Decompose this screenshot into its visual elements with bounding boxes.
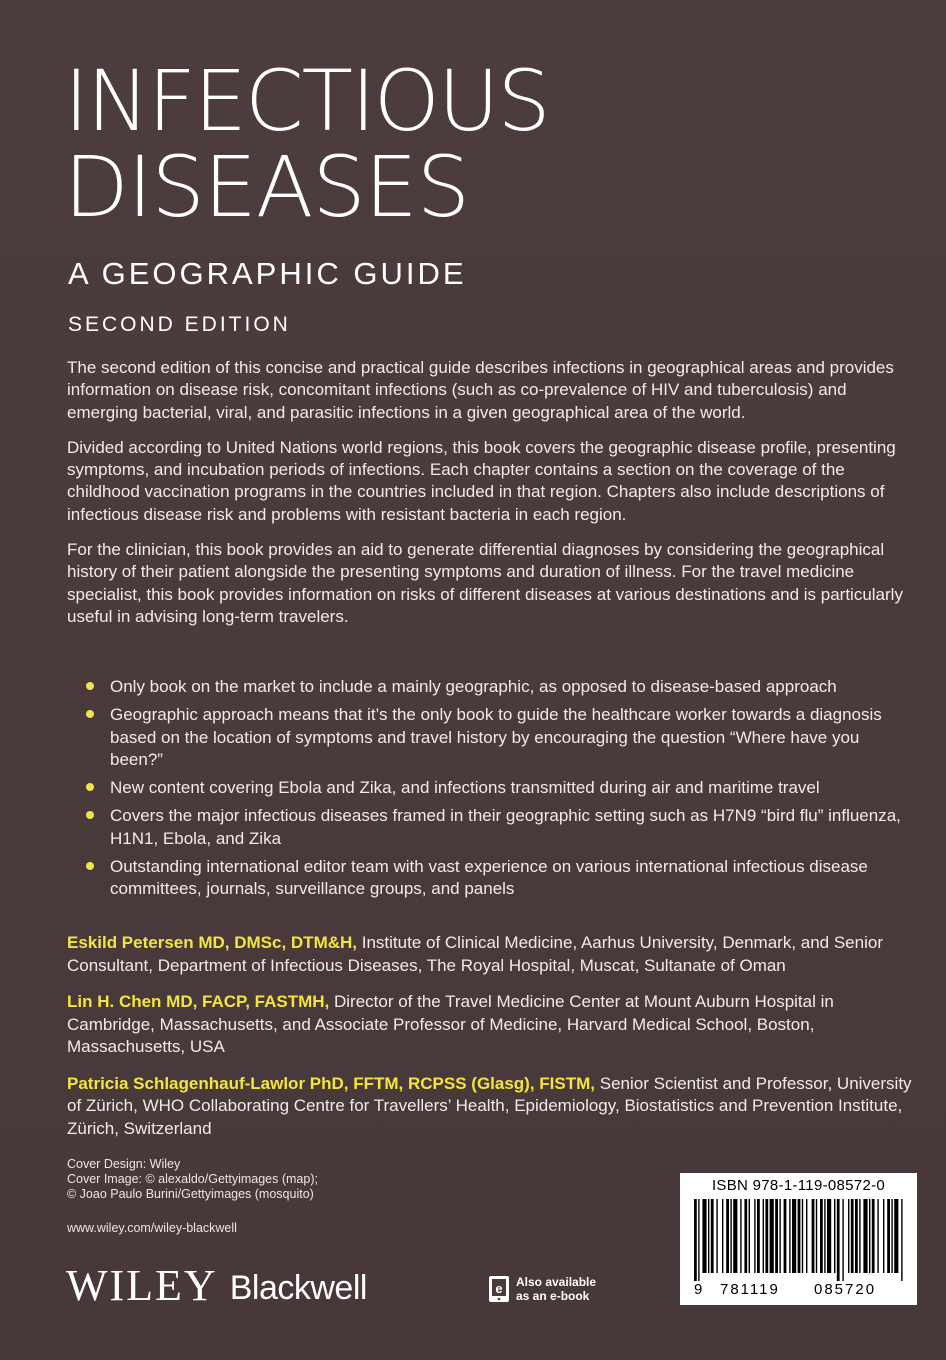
- feature-list: [86, 676, 916, 907]
- barcode-bar: [837, 1199, 840, 1281]
- barcode-bar: [887, 1199, 890, 1273]
- barcode-bar: [894, 1199, 898, 1273]
- editor-entry: [67, 991, 917, 1059]
- barcode-digits-right: 085720: [814, 1281, 877, 1298]
- editor-entry: [67, 1073, 917, 1141]
- barcode-bar: [816, 1199, 817, 1273]
- wiley-wordmark: WILEY: [66, 1261, 218, 1310]
- barcode-bar: [855, 1199, 858, 1273]
- barcode-bar: [744, 1199, 747, 1273]
- barcode-bar: [901, 1199, 902, 1281]
- barcode-bar: [722, 1199, 723, 1273]
- ebook-text: as an e-book: [516, 1289, 590, 1303]
- publisher-website[interactable]: www.wiley.com/wiley-blackwell: [67, 1221, 237, 1235]
- barcode-bar: [730, 1199, 731, 1273]
- barcode-bar: [694, 1199, 697, 1281]
- credit-line: Cover Image: © alexaldo/Gettyimages (map);: [67, 1172, 318, 1186]
- barcode-bar: [779, 1199, 780, 1273]
- barcode-bar: [749, 1199, 750, 1273]
- editor-name: Eskild Petersen MD, DMSc, DTM&H,: [67, 933, 358, 952]
- ebook-icon: [488, 1275, 510, 1303]
- barcode-bar: [848, 1199, 849, 1273]
- credit-line: © Joao Paulo Burini/Gettyimages (mosquito): [67, 1187, 314, 1201]
- barcode-bar: [872, 1199, 875, 1273]
- book-subtitle: A GEOGRAPHIC GUIDE: [68, 256, 467, 291]
- ebook-badge: [488, 1275, 596, 1303]
- bullet-icon: [86, 811, 94, 819]
- feature-item: New content covering Ebola and Zika, and infections transmitted during air and maritime travel: [86, 777, 916, 799]
- barcode-bar: [827, 1199, 831, 1273]
- description: [67, 357, 912, 641]
- barcode-digits-left: 781119: [720, 1281, 780, 1298]
- barcode-bar: [789, 1199, 790, 1273]
- barcode-bar: [812, 1199, 815, 1273]
- cover-credits: [67, 1157, 318, 1202]
- feature-item: Geographic approach means that it’s the only book to guide the healthcare worker towards a diagnosis based on the location of symptoms and travel history by encouraging the question “Where have you been?”: [86, 704, 916, 771]
- barcode-bar: [820, 1199, 823, 1273]
- edition-label: SECOND EDITION: [68, 313, 291, 336]
- barcode-bar: [792, 1199, 796, 1273]
- bullet-icon: [86, 862, 94, 870]
- editor-bio: Senior Scientist and Professor, University of Zürich, WHO Collaborating Centre for Travellers’ Health, Epidemiology, Biostatistics and Prevention Institute, Zürich, Switzerland: [67, 1073, 912, 1138]
- barcode-bars: [690, 1199, 907, 1281]
- barcode-bar: [842, 1199, 843, 1281]
- barcode-digit-first: 9: [694, 1281, 703, 1298]
- description-paragraph: Divided according to United Nations world regions, this book covers the geographic disease profile, presenting symptoms, and incubation periods of infections. Each chapter contains a section on the coverage of the childhood vaccination programs in the countries included in that region. Chapters also include descriptions of infectious disease risk and problems with resistant bacteria in each region.: [67, 437, 896, 524]
- editors-section: [67, 932, 917, 1154]
- publisher-logo: [66, 1261, 367, 1310]
- credit-line: Cover Design: Wiley: [67, 1157, 181, 1171]
- barcode-bar: [733, 1199, 737, 1273]
- barcode-bar: [869, 1199, 870, 1273]
- feature-item: Covers the major infectious diseases framed in their geographic setting such as H7N9 “bird flu” influenza, H1N1, Ebola, and Zika: [86, 805, 916, 850]
- barcode-bar: [798, 1199, 801, 1273]
- barcode-bar: [877, 1199, 878, 1273]
- barcode-bar: [851, 1199, 854, 1273]
- barcode-bar: [757, 1199, 760, 1273]
- blackwell-wordmark: Blackwell: [229, 1269, 367, 1307]
- feature-item: Outstanding international editor team with vast experience on various international infectious disease committees, journals, surveillance groups, and panels: [86, 856, 916, 901]
- editor-name: Lin H. Chen MD, FACP, FASTMH,: [67, 992, 330, 1011]
- barcode-bar: [770, 1199, 774, 1273]
- barcode-bar: [740, 1199, 741, 1273]
- title-line-2: DISEASES: [64, 138, 470, 236]
- barcode-bar: [859, 1199, 860, 1273]
- barcode-bar: [784, 1199, 787, 1273]
- barcode-bar: [824, 1199, 825, 1273]
- barcode-bar: [806, 1199, 807, 1273]
- barcode-bar: [775, 1199, 778, 1273]
- description-paragraph: For the clinician, this book provides an aid to generate differential diagnoses by considering the geographical history of their patient alongside the presenting symptoms and duration of illness. For the travel medicine specialist, this book provides information on risks of different diseases at various destinations and is particularly useful in advising long-term travelers.: [67, 540, 903, 626]
- barcode-bar: [702, 1199, 706, 1273]
- feature-item: Only book on the market to include a mainly geographic, as opposed to disease-based approach: [86, 676, 916, 698]
- editor-bio: Institute of Clinical Medicine, Aarhus University, Denmark, and Senior Consultant, Department of Infectious Diseases, The Royal Hospital, Muscat, Sultanate of Oman: [67, 933, 883, 975]
- editor-bio: Director of the Travel Medicine Center at Mount Auburn Hospital in Cambridge, Massachusetts, and Associate Professor of Medicine, Harvard Medical School, Boston, Massachusetts, USA: [67, 992, 834, 1056]
- barcode: [680, 1173, 917, 1305]
- isbn-number: ISBN 978-1-119-08572-0: [711, 1177, 886, 1194]
- barcode-bar: [802, 1199, 803, 1273]
- bullet-icon: [86, 783, 94, 791]
- title-line-1: INFECTIOUS: [64, 52, 549, 150]
- book-title: [64, 52, 549, 236]
- barcode-bar: [765, 1199, 768, 1273]
- barcode-bar: [754, 1199, 755, 1273]
- barcode-bar: [698, 1199, 699, 1281]
- svg-text:e: e: [495, 1281, 503, 1296]
- ebook-text: Also available: [516, 1275, 597, 1289]
- bullet-icon: [86, 710, 94, 718]
- barcode-bar: [834, 1199, 835, 1273]
- barcode-bar: [726, 1199, 729, 1273]
- editor-name: Patricia Schlagenhauf-Lawlor PhD, FFTM, RCPSS (Glasg), FISTM,: [67, 1073, 596, 1093]
- barcode-bar: [763, 1199, 764, 1273]
- bullet-icon: [86, 682, 94, 690]
- description-paragraph: The second edition of this concise and practical guide describes infections in geographical areas and provides information on disease risk, concomitant infections (such as co-prevalence of HIV and tuberculosis) and emerging bacterial, viral, and parasitic infections in a given geographical area of the world.: [67, 358, 894, 422]
- barcode-bar: [716, 1199, 717, 1273]
- barcode-bar: [891, 1199, 892, 1273]
- barcode-bar: [711, 1199, 714, 1273]
- editor-entry: [67, 932, 917, 977]
- barcode-bar: [708, 1199, 709, 1273]
- barcode-bar: [883, 1199, 884, 1273]
- barcode-bar: [863, 1199, 867, 1273]
